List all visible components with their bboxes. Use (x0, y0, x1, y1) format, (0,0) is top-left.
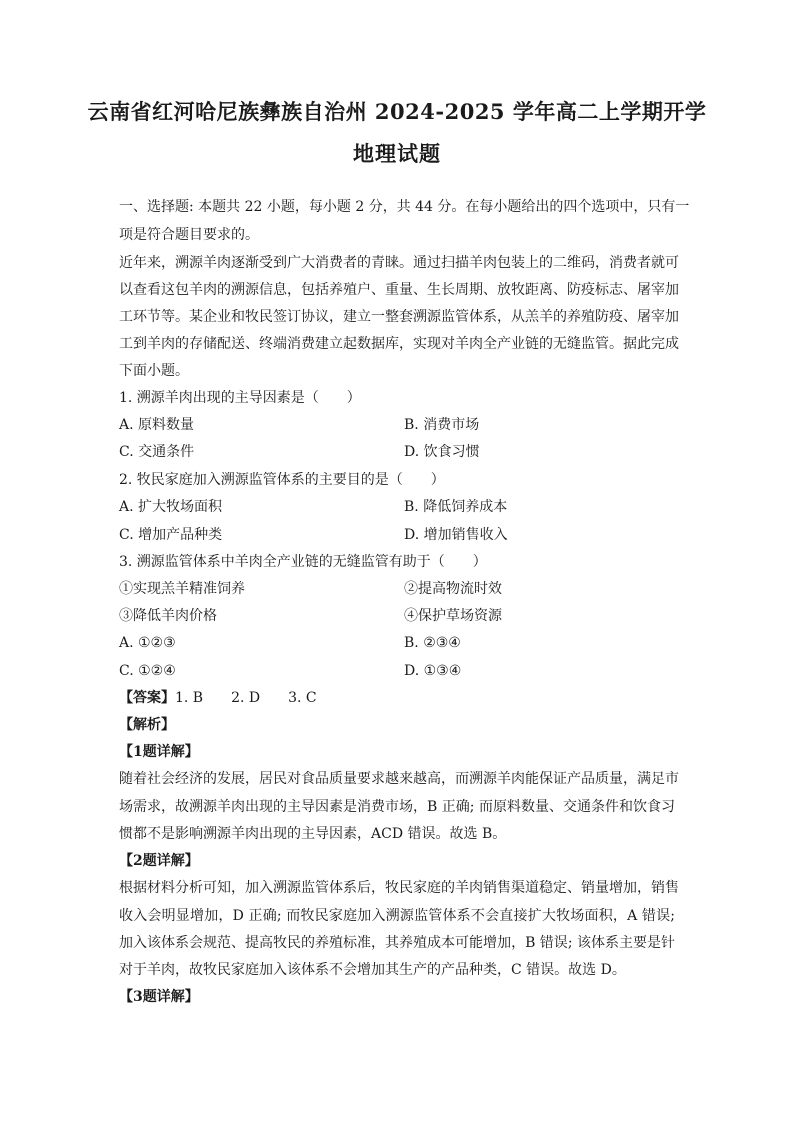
statement-4: ④保护草场资源 (404, 608, 502, 624)
document-subtitle: 地理试题 (353, 141, 441, 166)
document-title: 云南省红河哈尼族彝族自治州 2024-2025 学年高二上学期开学 (87, 99, 707, 124)
answer-text: 1. B 2. D 3. C (175, 690, 317, 706)
option-b: B. ②③④ (404, 635, 461, 651)
option-a: A. ①②③ (119, 635, 176, 651)
analysis-line: 场需求，故溯源羊肉出现的主导因素是消费市场，B 正确; 而原料数量、交通条件和饮食习 (119, 799, 675, 815)
passage-line: 下面小题。 (119, 363, 189, 379)
q2-analysis-heading: 【2题详解】 (119, 853, 199, 869)
passage-line: 近年来，溯源羊肉逐渐受到广大消费者的青睐。通过扫描羊肉包装上的二维码，消费者就可 (119, 255, 679, 271)
answer-label: 【答案】 (119, 690, 175, 706)
analysis-line: 收入会明显增加，D 正确; 而牧民家庭加入溯源监管体系不会直接扩大牧场面积，A 错误; (119, 908, 675, 924)
option-b: B. 消费市场 (404, 417, 480, 433)
option-c: C. ①②④ (119, 663, 176, 679)
section-instructions: 一、选择题: 本题共 22 小题，每小题 2 分，共 44 分。在每小题给出的四个选项中，只有一 (119, 199, 690, 215)
option-b: B. 降低饲养成本 (404, 499, 508, 515)
analysis-line: 惯都不是影响溯源羊肉出现的主导因素，ACD 错误。故选 B。 (119, 826, 507, 842)
passage-line: 以查看这包羊肉的溯源信息，包括养殖户、重量、生长周期、放牧距离、防疫标志、屠宰加 (119, 282, 679, 298)
passage-line: 工环节等。某企业和牧民签订协议，建立一整套溯源监管体系，从羔羊的养殖防疫、屠宰加 (119, 309, 679, 325)
analysis-line: 根据材料分析可知，加入溯源监管体系后，牧民家庭的羊肉销售渠道稳定、销量增加，销售 (119, 880, 679, 896)
q1-analysis-heading: 【1题详解】 (119, 744, 199, 760)
option-c: C. 交通条件 (119, 444, 195, 460)
option-a: A. 原料数量 (119, 417, 195, 433)
q3-analysis-heading: 【3题详解】 (119, 989, 199, 1005)
passage-line: 工到羊肉的存储配送、终端消费建立起数据库，实现对羊肉全产业链的无缝监管。据此完成 (119, 336, 679, 352)
analysis-line: 随着社会经济的发展，居民对食品质量要求越来越高，而溯源羊肉能保证产品质量，满足市 (119, 771, 679, 787)
option-c: C. 增加产品种类 (119, 527, 223, 543)
option-d: D. 增加销售收入 (404, 527, 508, 543)
analysis-line: 加入该体系会规范、提高牧民的养殖标准，其养殖成本可能增加，B 错误; 该体系主要是针 (119, 935, 675, 951)
statement-3: ③降低羊肉价格 (119, 608, 217, 624)
question-stem: 3. 溯源监管体系中羊肉全产业链的无缝监管有助于（ ） (119, 554, 487, 570)
statement-2: ②提高物流时效 (404, 581, 502, 597)
section-instructions-cont: 项是符合题目要求的。 (119, 227, 259, 243)
option-d: D. ①③④ (404, 663, 462, 679)
analysis-line: 对于羊肉，故牧民家庭加入该体系不会增加其生产的产品种类，C 错误。故选 D。 (119, 962, 626, 978)
question-stem: 1. 溯源羊肉出现的主导因素是（ ） (119, 390, 361, 406)
option-d: D. 饮食习惯 (404, 444, 480, 460)
question-stem: 2. 牧民家庭加入溯源监管体系的主要目的是（ ） (119, 472, 445, 488)
statement-1: ①实现羔羊精准饲养 (119, 581, 245, 597)
answer-line (119, 688, 317, 708)
analysis-heading: 【解析】 (119, 717, 175, 733)
option-a: A. 扩大牧场面积 (119, 499, 223, 515)
